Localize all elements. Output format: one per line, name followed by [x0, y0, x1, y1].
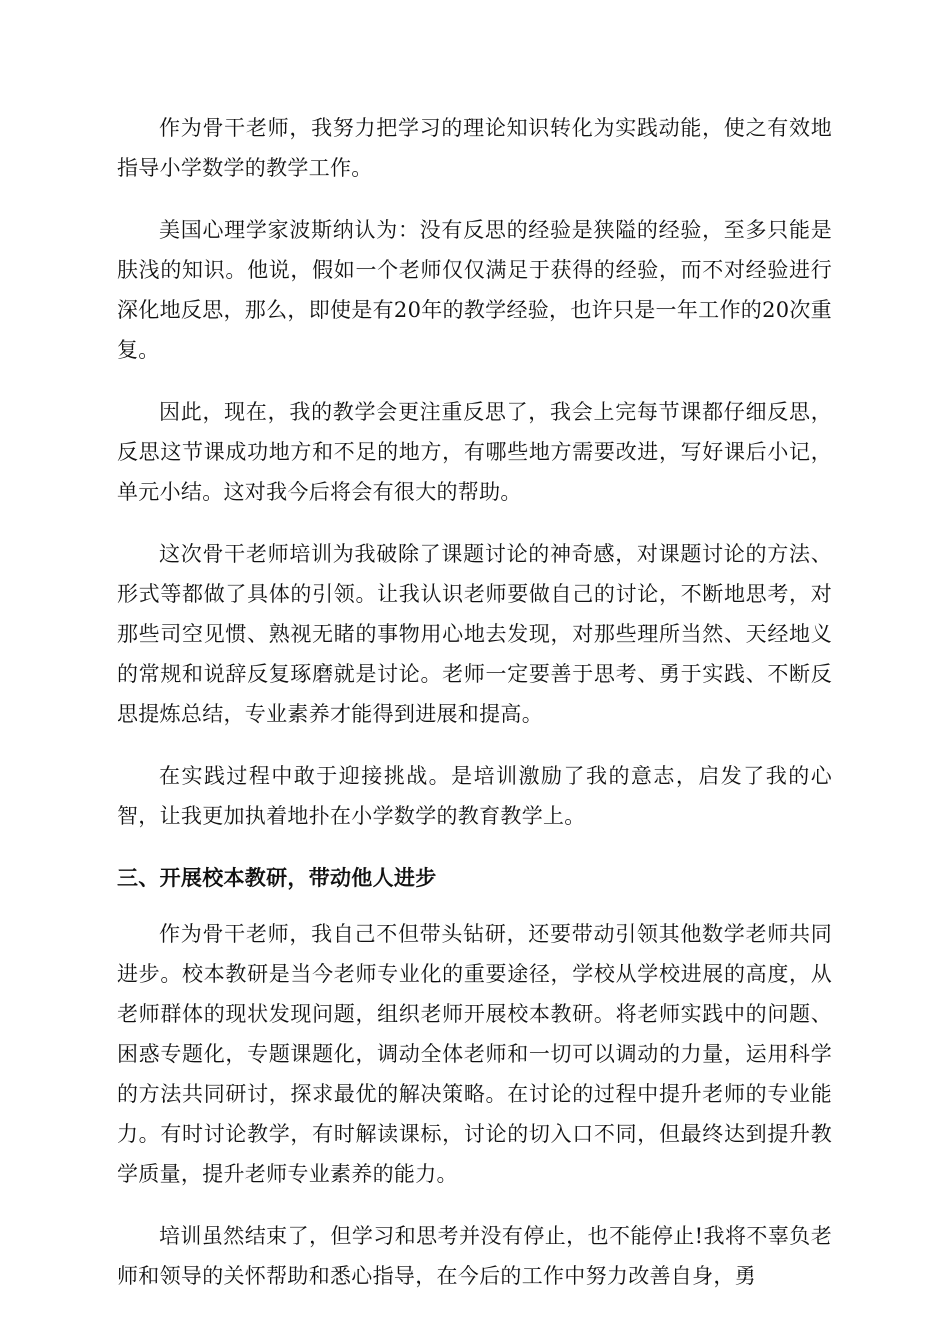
paragraph-1: 作为骨干老师，我努力把学习的理论知识转化为实践动能，使之有效地指导小学数学的教学工作。: [117, 116, 832, 180]
paragraph-2: 美国心理学家波斯纳认为：没有反思的经验是狭隘的经验，至多只能是肤浅的知识。他说，假如一个老师仅仅满足于获得的经验，而不对经验进行深化地反思，那么，即使是有20年的教学经验，也许只是一年工作的20次重复。: [117, 218, 832, 362]
paragraph-3: 因此，现在，我的教学会更注重反思了，我会上完每节课都仔细反思，反思这节课成功地方和不足的地方，有哪些地方需要改进，写好课后小记，单元小结。这对我今后将会有很大的帮助。: [117, 400, 832, 504]
section-heading: 三、开展校本教研，带动他人进步: [117, 866, 437, 890]
paragraph-5: 在实践过程中敢于迎接挑战。是培训激励了我的意志，启发了我的心智，让我更加执着地扑在小学数学的教育教学上。: [117, 764, 832, 828]
paragraph-6: 作为骨干老师，我自己不但带头钻研，还要带动引领其他数学老师共同进步。校本教研是当今老师专业化的重要途径，学校从学校进展的高度，从老师群体的现状发现问题，组织老师开展校本教研。将老师实践中的问题、困惑专题化，专题课题化，调动全体老师和一切可以调动的力量，运用科学的方法共同研讨，探求最优的解决策略。在讨论的过程中提升老师的专业能力。有时讨论教学，有时解读课标，讨论的切入口不同，但最终达到提升教学质量，提升老师专业素养的能力。: [117, 922, 832, 1186]
paragraph-7: 培训虽然结束了，但学习和思考并没有停止，也不能停止!我将不辜负老师和领导的关怀帮助和悉心指导，在今后的工作中努力改善自身，勇: [117, 1224, 832, 1288]
document-page: [117, 108, 832, 1318]
paragraph-4: 这次骨干老师培训为我破除了课题讨论的神奇感，对课题讨论的方法、形式等都做了具体的引领。让我认识老师要做自己的讨论，不断地思考，对那些司空见惯、熟视无睹的事物用心地去发现，对那些理所当然、天经地义的常规和说辞反复琢磨就是讨论。老师一定要善于思考、勇于实践、不断反思提炼总结，专业素养才能得到进展和提高。: [117, 542, 832, 726]
